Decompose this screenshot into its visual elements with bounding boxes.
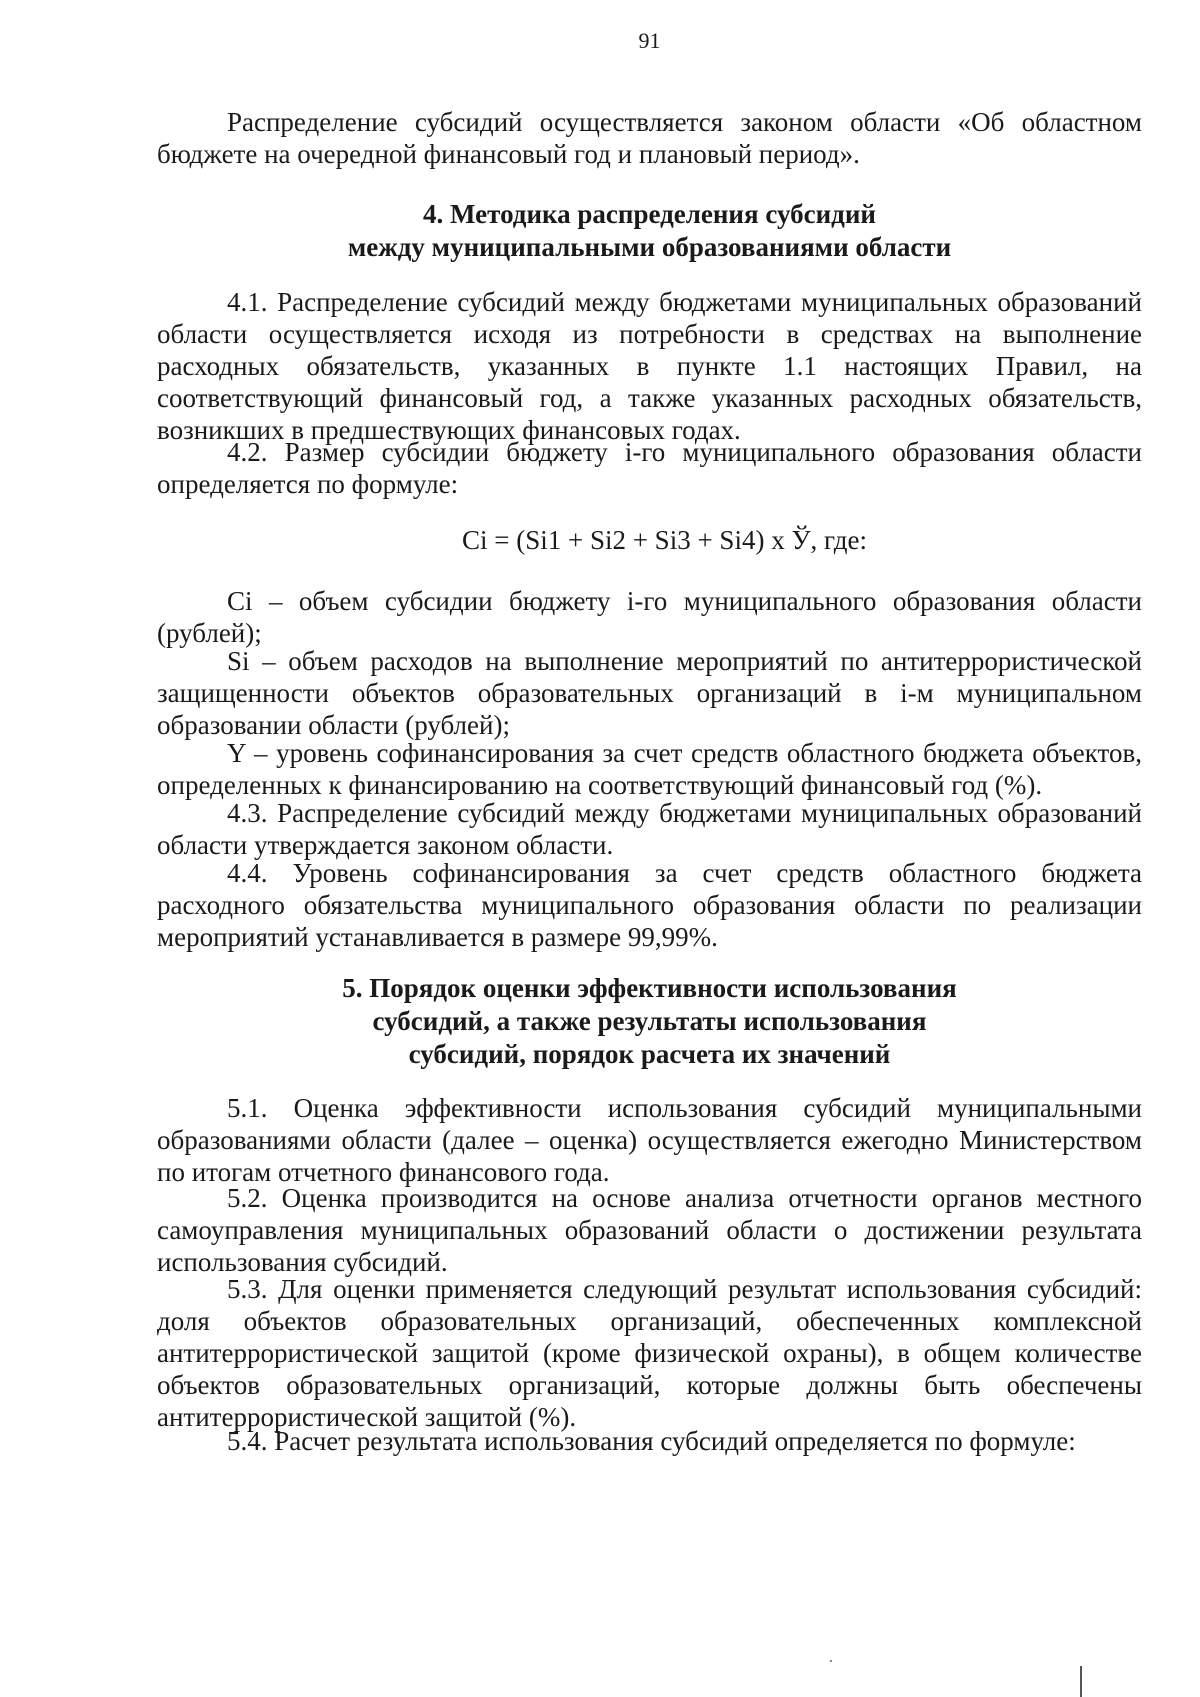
paragraph-5-3: 5.3. Для оценки применяется следующий результат использования субсидий: доля объектов образовательных организаций, обеспеченных комплексной антитеррористической защитой (кроме физической охраны), в общем количестве объектов образовательных организаций, которые должны быть обеспечены антитеррористической защитой (%). <box>157 1274 1142 1432</box>
scan-edge-mark <box>1080 1666 1082 1697</box>
paragraph-4-2: 4.2. Размер субсидии бюджету i-го муниципального образования области определяется по формуле: <box>157 437 1142 499</box>
section-5-heading-line-1: 5. Порядок оценки эффективности использования <box>342 973 957 1003</box>
intro-paragraph: Распределение субсидий осуществляется законом области «Об областном бюджете на очередной финансовый год и плановый период». <box>157 107 1142 169</box>
section-4-heading-line-1: 4. Методика распределения субсидий <box>423 199 876 229</box>
definition-si: Si – объем расходов на выполнение мероприятий по антитеррористической защищенности объектов образовательных организаций в i-м муниципальном образовании области (рублей); <box>157 646 1142 740</box>
paragraph-4-4: 4.4. Уровень софинансирования за счет средств областного бюджета расходного обязательства муниципального образования области по реализации мероприятий устанавливается в размере 99,99%. <box>157 858 1142 952</box>
page-number: 91 <box>638 28 661 53</box>
scan-dust-mark <box>830 1660 832 1662</box>
section-4-heading-line-2: между муниципальными образованиями области <box>347 232 952 262</box>
section-4-heading <box>157 198 1142 264</box>
definition-ci: Ci – объем субсидии бюджету i-го муниципального образования области (рублей); <box>157 586 1142 648</box>
section-5-heading-line-3: субсидий, порядок расчета их значений <box>408 1039 891 1069</box>
paragraph-5-2: 5.2. Оценка производится на основе анализа отчетности органов местного самоуправления муниципальных образований области о достижении результата использования субсидий. <box>157 1183 1142 1277</box>
definition-y: Y – уровень софинансирования за счет средств областного бюджета объектов, определенных к финансированию на соответствующий финансовый год (%). <box>157 738 1142 800</box>
section-5-heading-line-2: субсидий, а также результаты использования <box>372 1006 927 1036</box>
section-5-heading <box>157 972 1142 1071</box>
formula-ci: Ci = (Si1 + Si2 + Si3 + Si4) x Ў, где: <box>461 525 868 555</box>
paragraph-5-4: 5.4. Расчет результата использования субсидий определяется по формуле: <box>227 1426 1076 1456</box>
paragraph-4-1: 4.1. Распределение субсидий между бюджетами муниципальных образований области осуществляется исходя из потребности в средствах на выполнение расходных обязательств, указанных в пункте 1.1 настоящих Правил, на соответствующий финансовый год, а также указанных расходных обязательств, возникших в предшествующих финансовых годах. <box>157 287 1142 445</box>
paragraph-4-3: 4.3. Распределение субсидий между бюджетами муниципальных образований области утверждается законом области. <box>157 798 1142 860</box>
paragraph-5-1: 5.1. Оценка эффективности использования субсидий муниципальными образованиями области (далее – оценка) осуществляется ежегодно Министерством по итогам отчетного финансового года. <box>157 1093 1142 1187</box>
